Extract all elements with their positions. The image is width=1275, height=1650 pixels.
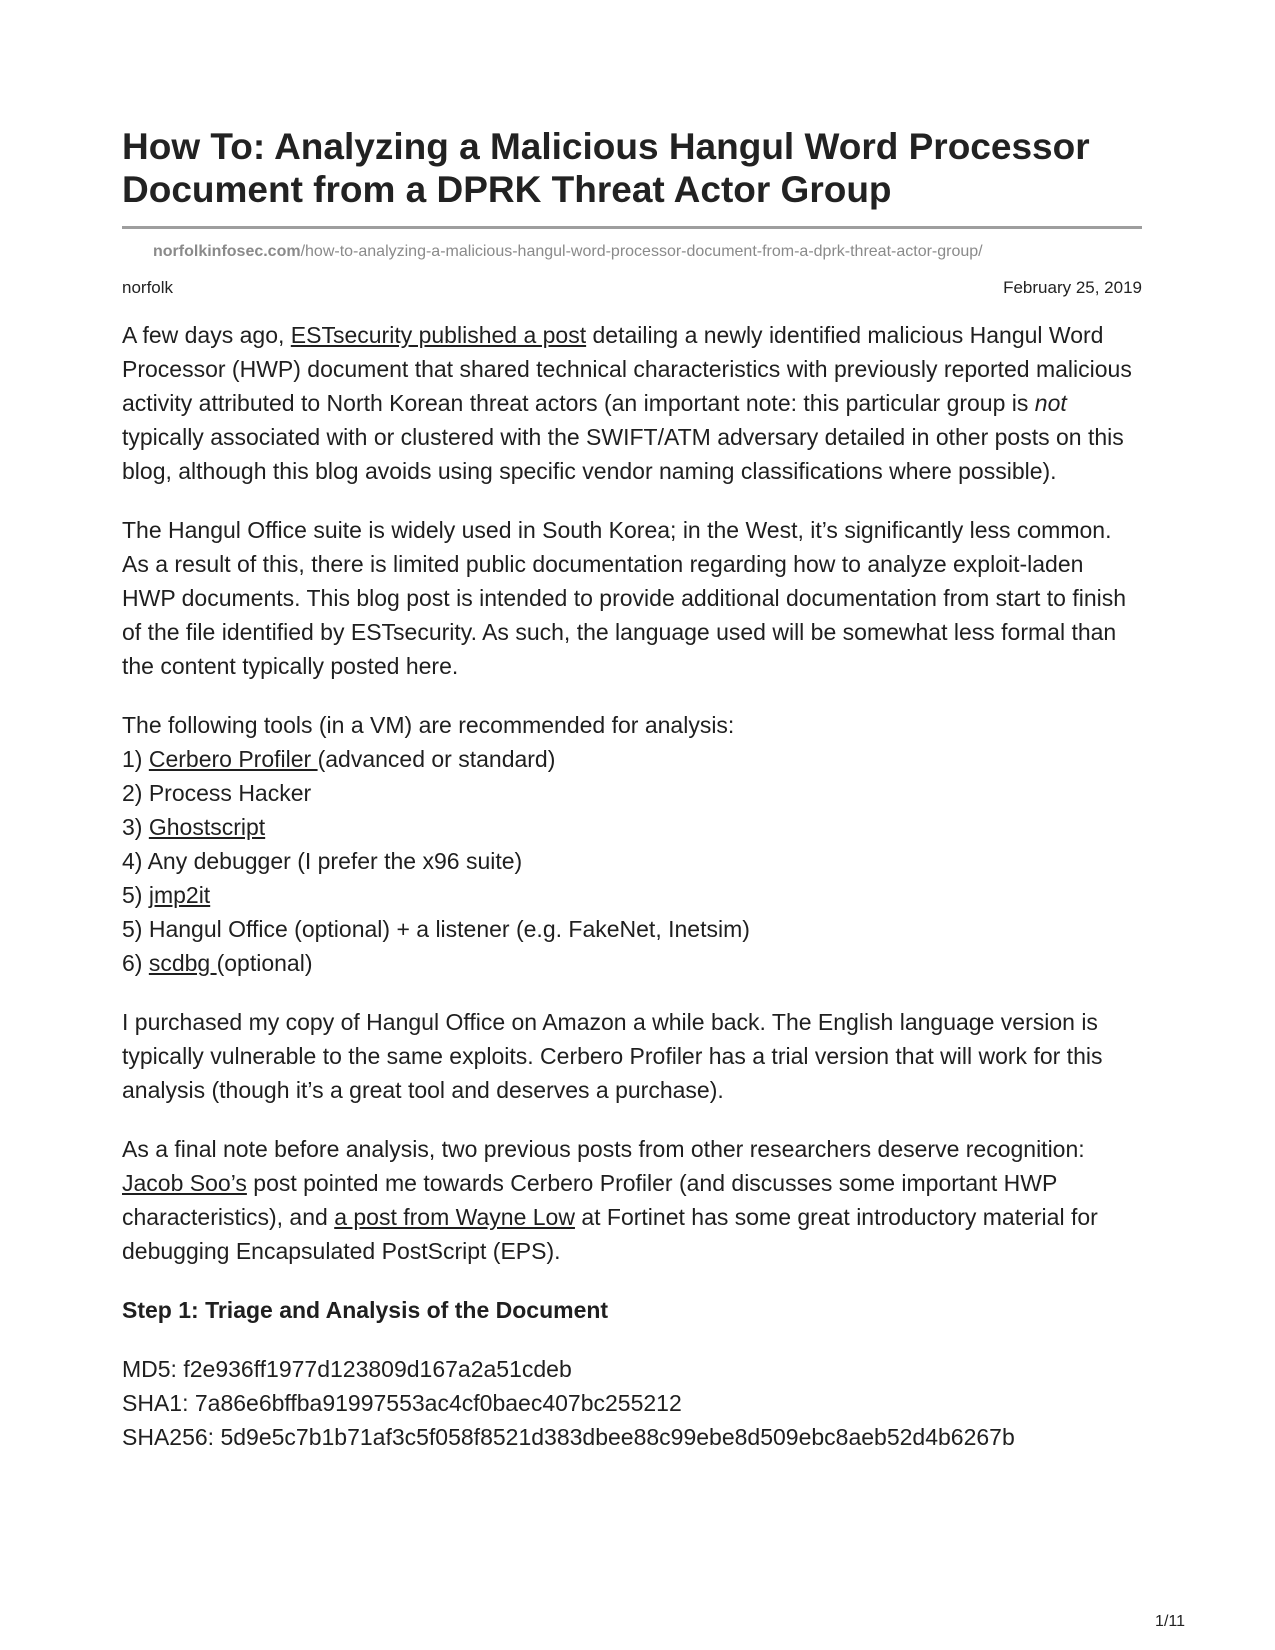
article-body: [122, 318, 1142, 1454]
publish-date: February 25, 2019: [1003, 278, 1142, 297]
page-title: How To: Analyzing a Malicious Hangul Word Processor Document from a DPRK Threat Actor Group: [122, 126, 1090, 210]
hash-md5: MD5: f2e936ff1977d123809d167a2a51cdeb: [122, 1356, 572, 1382]
tool-item: 5) Hangul Office (optional) + a listener (e.g. FakeNet, Inetsim): [122, 916, 750, 942]
tools-list: [122, 708, 1142, 980]
title-divider: [122, 226, 1142, 229]
article: [122, 125, 1142, 1479]
wayne-low-link[interactable]: a post from Wayne Low: [334, 1204, 575, 1230]
hash-list: [122, 1352, 1142, 1454]
article-meta: [122, 278, 1142, 298]
author: norfolk: [122, 278, 174, 297]
tool-item: 6) scdbg (optional): [122, 950, 313, 976]
section-heading-step1: Step 1: Triage and Analysis of the Document: [122, 1297, 609, 1323]
page-number: 1/11: [1155, 1613, 1185, 1630]
scdbg-link[interactable]: scdbg: [148, 950, 217, 976]
url-domain: norfolkinfosec.com: [153, 243, 301, 260]
tool-item: 3) Ghostscript: [122, 814, 266, 840]
source-url[interactable]: [122, 243, 1142, 261]
paragraph-purchase: I purchased my copy of Hangul Office on Amazon a while back. The English language version is typically vulnerable to the same exploits. Cerbero Profiler has a trial version that will work for this analysis (though it’s a great tool and deserves a purchase).: [122, 1009, 1103, 1103]
hash-sha1: SHA1: 7a86e6bffba91997553ac4cf0baec407bc255212: [122, 1390, 682, 1416]
tool-item: 1) Cerbero Profiler (advanced or standard): [122, 746, 556, 772]
tool-item: 5) jmp2it: [122, 882, 211, 908]
hash-sha256: SHA256: 5d9e5c7b1b71af3c5f058f8521d383dbee88c99ebe8d509ebc8aeb52d4b6267b: [122, 1424, 1015, 1450]
ghostscript-link[interactable]: Ghostscript: [148, 814, 266, 840]
estsecurity-link[interactable]: ESTsecurity published a post: [290, 322, 587, 348]
paragraph-hangul-office: The Hangul Office suite is widely used in South Korea; in the West, it’s significantly less common. As a result of this, there is limited public documentation regarding how to analyze exploit-laden HWP documents. This blog post is intended to provide additional documentation from start to finish of the file identified by ESTsecurity. As such, the language used will be somewhat less formal than the content typically posted here.: [122, 517, 1127, 679]
jmp2it-link[interactable]: jmp2it: [148, 882, 211, 908]
paragraph-intro: A few days ago, ESTsecurity published a post detailing a newly identified malicious Hangul Word Processor (HWP) document that shared technical characteristics with previously reported malicious activity attributed to North Korean threat actors (an important note: this particular group is not typically associated with or clustered with the SWIFT/ATM adversary detailed in other posts on this blog, although this blog avoids using specific vendor naming classifications where possible).: [122, 322, 1132, 484]
jacob-soo-link[interactable]: Jacob Soo’s: [122, 1170, 247, 1196]
paragraph-acknowledgements: As a final note before analysis, two previous posts from other researchers deserve recognition: Jacob Soo’s post pointed me towards Cerbero Profiler (and discusses some important HWP characteristics), and a post from Wayne Low at Fortinet has some great introductory material for debugging Encapsulated PostScript (EPS).: [122, 1136, 1098, 1264]
tool-item: 4) Any debugger (I prefer the x96 suite): [122, 848, 523, 874]
tools-intro: The following tools (in a VM) are recommended for analysis:: [122, 712, 735, 738]
url-path: /how-to-analyzing-a-malicious-hangul-word-processor-document-from-a-dprk-threat-actor-group/: [300, 243, 983, 260]
cerbero-profiler-link[interactable]: Cerbero Profiler: [148, 746, 318, 772]
tool-item: 2) Process Hacker: [122, 780, 312, 806]
